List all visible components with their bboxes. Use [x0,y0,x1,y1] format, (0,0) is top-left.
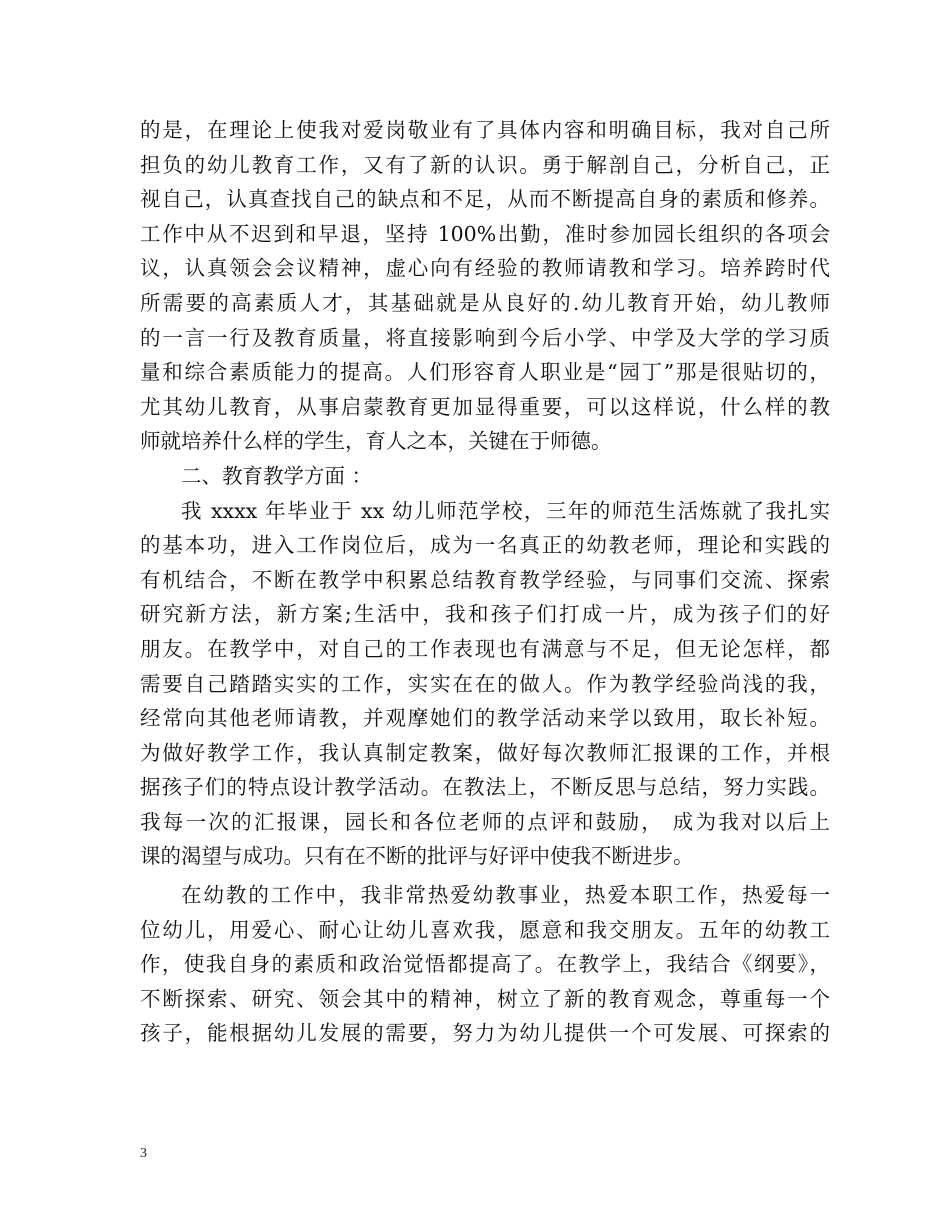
text-line: 为做好教学工作，我认真制定教案，做好每次教师汇报课的工作，并根 [140,740,830,765]
text-line: 我每一次的汇报课，园长和各位老师的点评和鼓励， 成为我对以后上 [140,809,830,834]
text-line: 在幼教的工作中，我非常热爱幼教事业，热爱本职工作，热爱每一 [181,883,830,908]
text-line: 我 xxxx 年毕业于 xx 幼儿师范学校，三年的师范生活炼就了我扎实 [181,498,830,523]
text-line: 不断探索、研究、领会其中的精神，树立了新的教育观念，尊重每一个 [140,986,830,1011]
text-line: 据孩子们的特点设计教学活动。在教法上，不断反思与总结，努力实践。 [140,775,830,800]
paragraph-teaching [140,494,830,875]
section-heading [140,459,830,494]
text-line: 需要自己踏踏实实的工作，实实在在的做人。作为教学经验尚浅的我， [140,671,830,696]
text-line: 师就培养什么样的学生，育人之本，关键在于师德。 [140,429,612,454]
text-line: 工作中从不迟到和早退，坚持 100%出勤，准时参加园长组织的各项会 [140,221,830,246]
heading-line: 二、教育教学方面 ： [181,463,373,488]
text-line: 的基本功，进入工作岗位后，成为一名真正的幼教老师，理论和实践的 [140,533,830,558]
text-line: 尤其幼儿教育，从事启蒙教育更加显得重要，可以这样说，什么样的教 [140,394,830,419]
text-line: 孩子，能根据幼儿发展的需要，努力为幼儿提供一个可发展、可探索的 [140,1021,830,1046]
text-line: 量和综合素质能力的提高。人们形容育人职业是“园丁”那是很贴切的， [140,360,830,385]
page-number: 3 [140,1146,147,1161]
text-line: 议，认真领会会议精神，虚心向有经验的教师请教和学习。培养跨时代 [140,256,830,281]
text-line: 所需要的高素质人才，其基础就是从良好的.幼儿教育开始，幼儿教师 [140,290,830,315]
text-line: 作，使我自身的素质和政治觉悟都提高了。在教学上，我结合《纲要》， [140,952,830,977]
text-line: 的一言一行及教育质量，将直接影响到今后小学、中学及大学的学习质 [140,325,830,350]
document-body [140,113,830,1051]
text-line: 朋友。在教学中，对自己的工作表现也有满意与不足，但无论怎样，都 [140,636,830,661]
text-line: 研究新方法，新方案;生活中，我和孩子们打成一片，成为孩子们的好 [140,602,830,627]
text-line: 经常向其他老师请教，并观摩她们的教学活动来学以致用，取长补短。 [140,706,830,731]
paragraph-moral-education [140,113,830,459]
text-line: 的是，在理论上使我对爱岗敬业有了具体内容和明确目标，我对自己所 [140,118,830,142]
text-line: 有机结合，不断在教学中积累总结教育教学经验，与同事们交流、探索 [140,567,830,592]
text-line: 视自己，认真查找自己的缺点和不足，从而不断提高自身的素质和修养。 [140,187,830,212]
text-line: 位幼儿，用爱心、耐心让幼儿喜欢我，愿意和我交朋友。五年的幼教工 [140,917,830,942]
text-line: 担负的幼儿教育工作，又有了新的认识。勇于解剖自己，分析自己，正 [140,152,830,177]
paragraph-kindergarten-work [140,878,830,1051]
text-line: 课的渴望与成功。只有在不断的批评与好评中使我不断进步。 [140,844,694,869]
